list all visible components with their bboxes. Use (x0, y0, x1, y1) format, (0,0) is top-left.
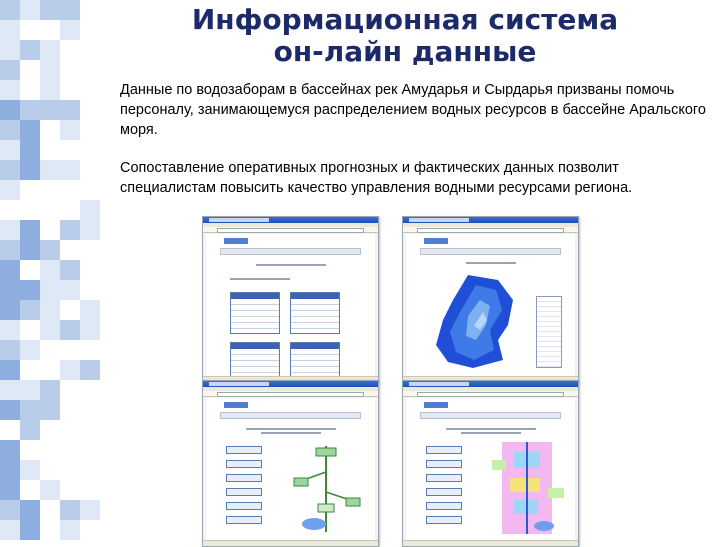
mosaic-tile (60, 160, 80, 180)
mosaic-tile (80, 220, 100, 240)
mosaic-tile (80, 320, 100, 340)
mosaic-tile (20, 160, 40, 180)
mosaic-tile (40, 480, 60, 500)
mosaic-tile (60, 320, 80, 340)
mosaic-tile (80, 360, 100, 380)
mosaic-tile (60, 20, 80, 40)
mosaic-tile (20, 500, 40, 520)
mosaic-tile (20, 460, 40, 480)
mosaic-tile (0, 280, 20, 300)
text-line (246, 428, 336, 430)
mosaic-tile (40, 160, 60, 180)
mosaic-tile (20, 420, 40, 440)
aral-basin-map (428, 270, 528, 370)
mosaic-tile (0, 0, 20, 20)
browser-page (406, 398, 575, 540)
data-table (290, 292, 340, 334)
post-list-item (226, 474, 262, 482)
text-line (466, 262, 516, 264)
mosaic-tile (40, 0, 60, 20)
site-navbar (220, 248, 361, 255)
title-line-2: он-лайн данные (273, 35, 537, 68)
mosaic-tile (0, 120, 20, 140)
window-addressbar (203, 227, 378, 233)
mosaic-tile (80, 500, 100, 520)
mosaic-tile (0, 440, 20, 460)
mosaic-tile (0, 60, 20, 80)
mosaic-tile (0, 360, 20, 380)
site-logo (224, 402, 248, 408)
mosaic-tile (20, 0, 40, 20)
map-legend-panel (536, 296, 562, 368)
text-line (461, 432, 521, 434)
site-navbar (420, 248, 561, 255)
browser-page (206, 398, 375, 540)
mosaic-tile (20, 340, 40, 360)
post-list-item (426, 460, 462, 468)
mosaic-tile (20, 240, 40, 260)
mosaic-tile (0, 140, 20, 160)
mosaic-tile (0, 460, 20, 480)
mosaic-tile (40, 320, 60, 340)
post-list-item (426, 474, 462, 482)
post-list-item (226, 502, 262, 510)
paragraph-intake-data: Данные по водозаборам в бассейнах рек Амударья и Сырдарья призваны помочь персоналу, занимающемуся распределением водных ресурсов в бассейне Аральского моря. (120, 82, 706, 138)
post-list-item (426, 502, 462, 510)
text-line (256, 264, 326, 266)
post-list-item (426, 516, 462, 524)
mosaic-tile (20, 40, 40, 60)
mosaic-tile (40, 300, 60, 320)
mosaic-tile (0, 220, 20, 240)
mosaic-tile (0, 260, 20, 280)
mosaic-tile (60, 120, 80, 140)
mosaic-tile (0, 520, 20, 540)
mosaic-tile (60, 500, 80, 520)
data-tables-screenshot (202, 216, 379, 383)
mosaic-tile (40, 400, 60, 420)
mosaic-tile (60, 260, 80, 280)
river-scheme-diagram (286, 442, 366, 537)
site-navbar (420, 412, 561, 419)
mosaic-tile (40, 40, 60, 60)
mosaic-tile (0, 40, 20, 60)
post-list-item (226, 516, 262, 524)
mosaic-tile (40, 380, 60, 400)
mosaic-tile (40, 240, 60, 260)
window-addressbar (203, 391, 378, 397)
mosaic-tile (0, 380, 20, 400)
window-statusbar (203, 540, 378, 546)
mosaic-tile (60, 100, 80, 120)
mosaic-tile (40, 260, 60, 280)
mosaic-tile (20, 400, 40, 420)
text-line (261, 432, 321, 434)
text-line (446, 428, 536, 430)
window-statusbar (403, 540, 578, 546)
slide-title (110, 4, 700, 68)
mosaic-tile (0, 20, 20, 40)
mosaic-tile (0, 340, 20, 360)
title-line-1: Информационная система (191, 3, 619, 36)
mosaic-tile (80, 200, 100, 220)
mosaic-tile (20, 300, 40, 320)
mosaic-tile (20, 140, 40, 160)
mosaic-tile (0, 300, 20, 320)
mosaic-tile (0, 160, 20, 180)
site-logo (424, 402, 448, 408)
mosaic-tile (40, 100, 60, 120)
mosaic-tile (60, 360, 80, 380)
post-list-item (226, 488, 262, 496)
mosaic-tile (0, 480, 20, 500)
data-table (230, 292, 280, 334)
mosaic-tile (20, 280, 40, 300)
mosaic-tile (0, 400, 20, 420)
amudarya-scheme-screenshot (202, 380, 379, 547)
mosaic-tile (20, 380, 40, 400)
syrdarya-scheme-screenshot (402, 380, 579, 547)
river-scheme-diagram (484, 438, 570, 538)
browser-page (206, 234, 375, 376)
mosaic-tile (0, 80, 20, 100)
mosaic-tile (40, 280, 60, 300)
mosaic-tile (40, 80, 60, 100)
mosaic-tile (20, 520, 40, 540)
post-list-item (226, 460, 262, 468)
site-navbar (220, 412, 361, 419)
window-addressbar (403, 391, 578, 397)
mosaic-tile (0, 180, 20, 200)
window-addressbar (403, 227, 578, 233)
mosaic-tile (40, 60, 60, 80)
site-logo (224, 238, 248, 244)
aral-map-screenshot (402, 216, 579, 383)
mosaic-tile (60, 520, 80, 540)
mosaic-tile (60, 220, 80, 240)
mosaic-tile (0, 500, 20, 520)
post-list-item (426, 446, 462, 454)
mosaic-tile (80, 300, 100, 320)
post-list-item (426, 488, 462, 496)
text-line (230, 278, 290, 280)
mosaic-tile (20, 120, 40, 140)
mosaic-tile (60, 280, 80, 300)
mosaic-tile (60, 0, 80, 20)
mosaic-tile (0, 240, 20, 260)
site-logo (424, 238, 448, 244)
decorative-mosaic (0, 0, 100, 540)
mosaic-tile (20, 220, 40, 240)
mosaic-tile (0, 320, 20, 340)
mosaic-tile (0, 100, 20, 120)
post-list-item (226, 446, 262, 454)
mosaic-tile (20, 100, 40, 120)
paragraph-comparison: Сопоставление оперативных прогнозных и фактических данных позволит специалистам повысить качество управления водными ресурсами региона. (120, 160, 633, 196)
browser-page (406, 234, 575, 376)
